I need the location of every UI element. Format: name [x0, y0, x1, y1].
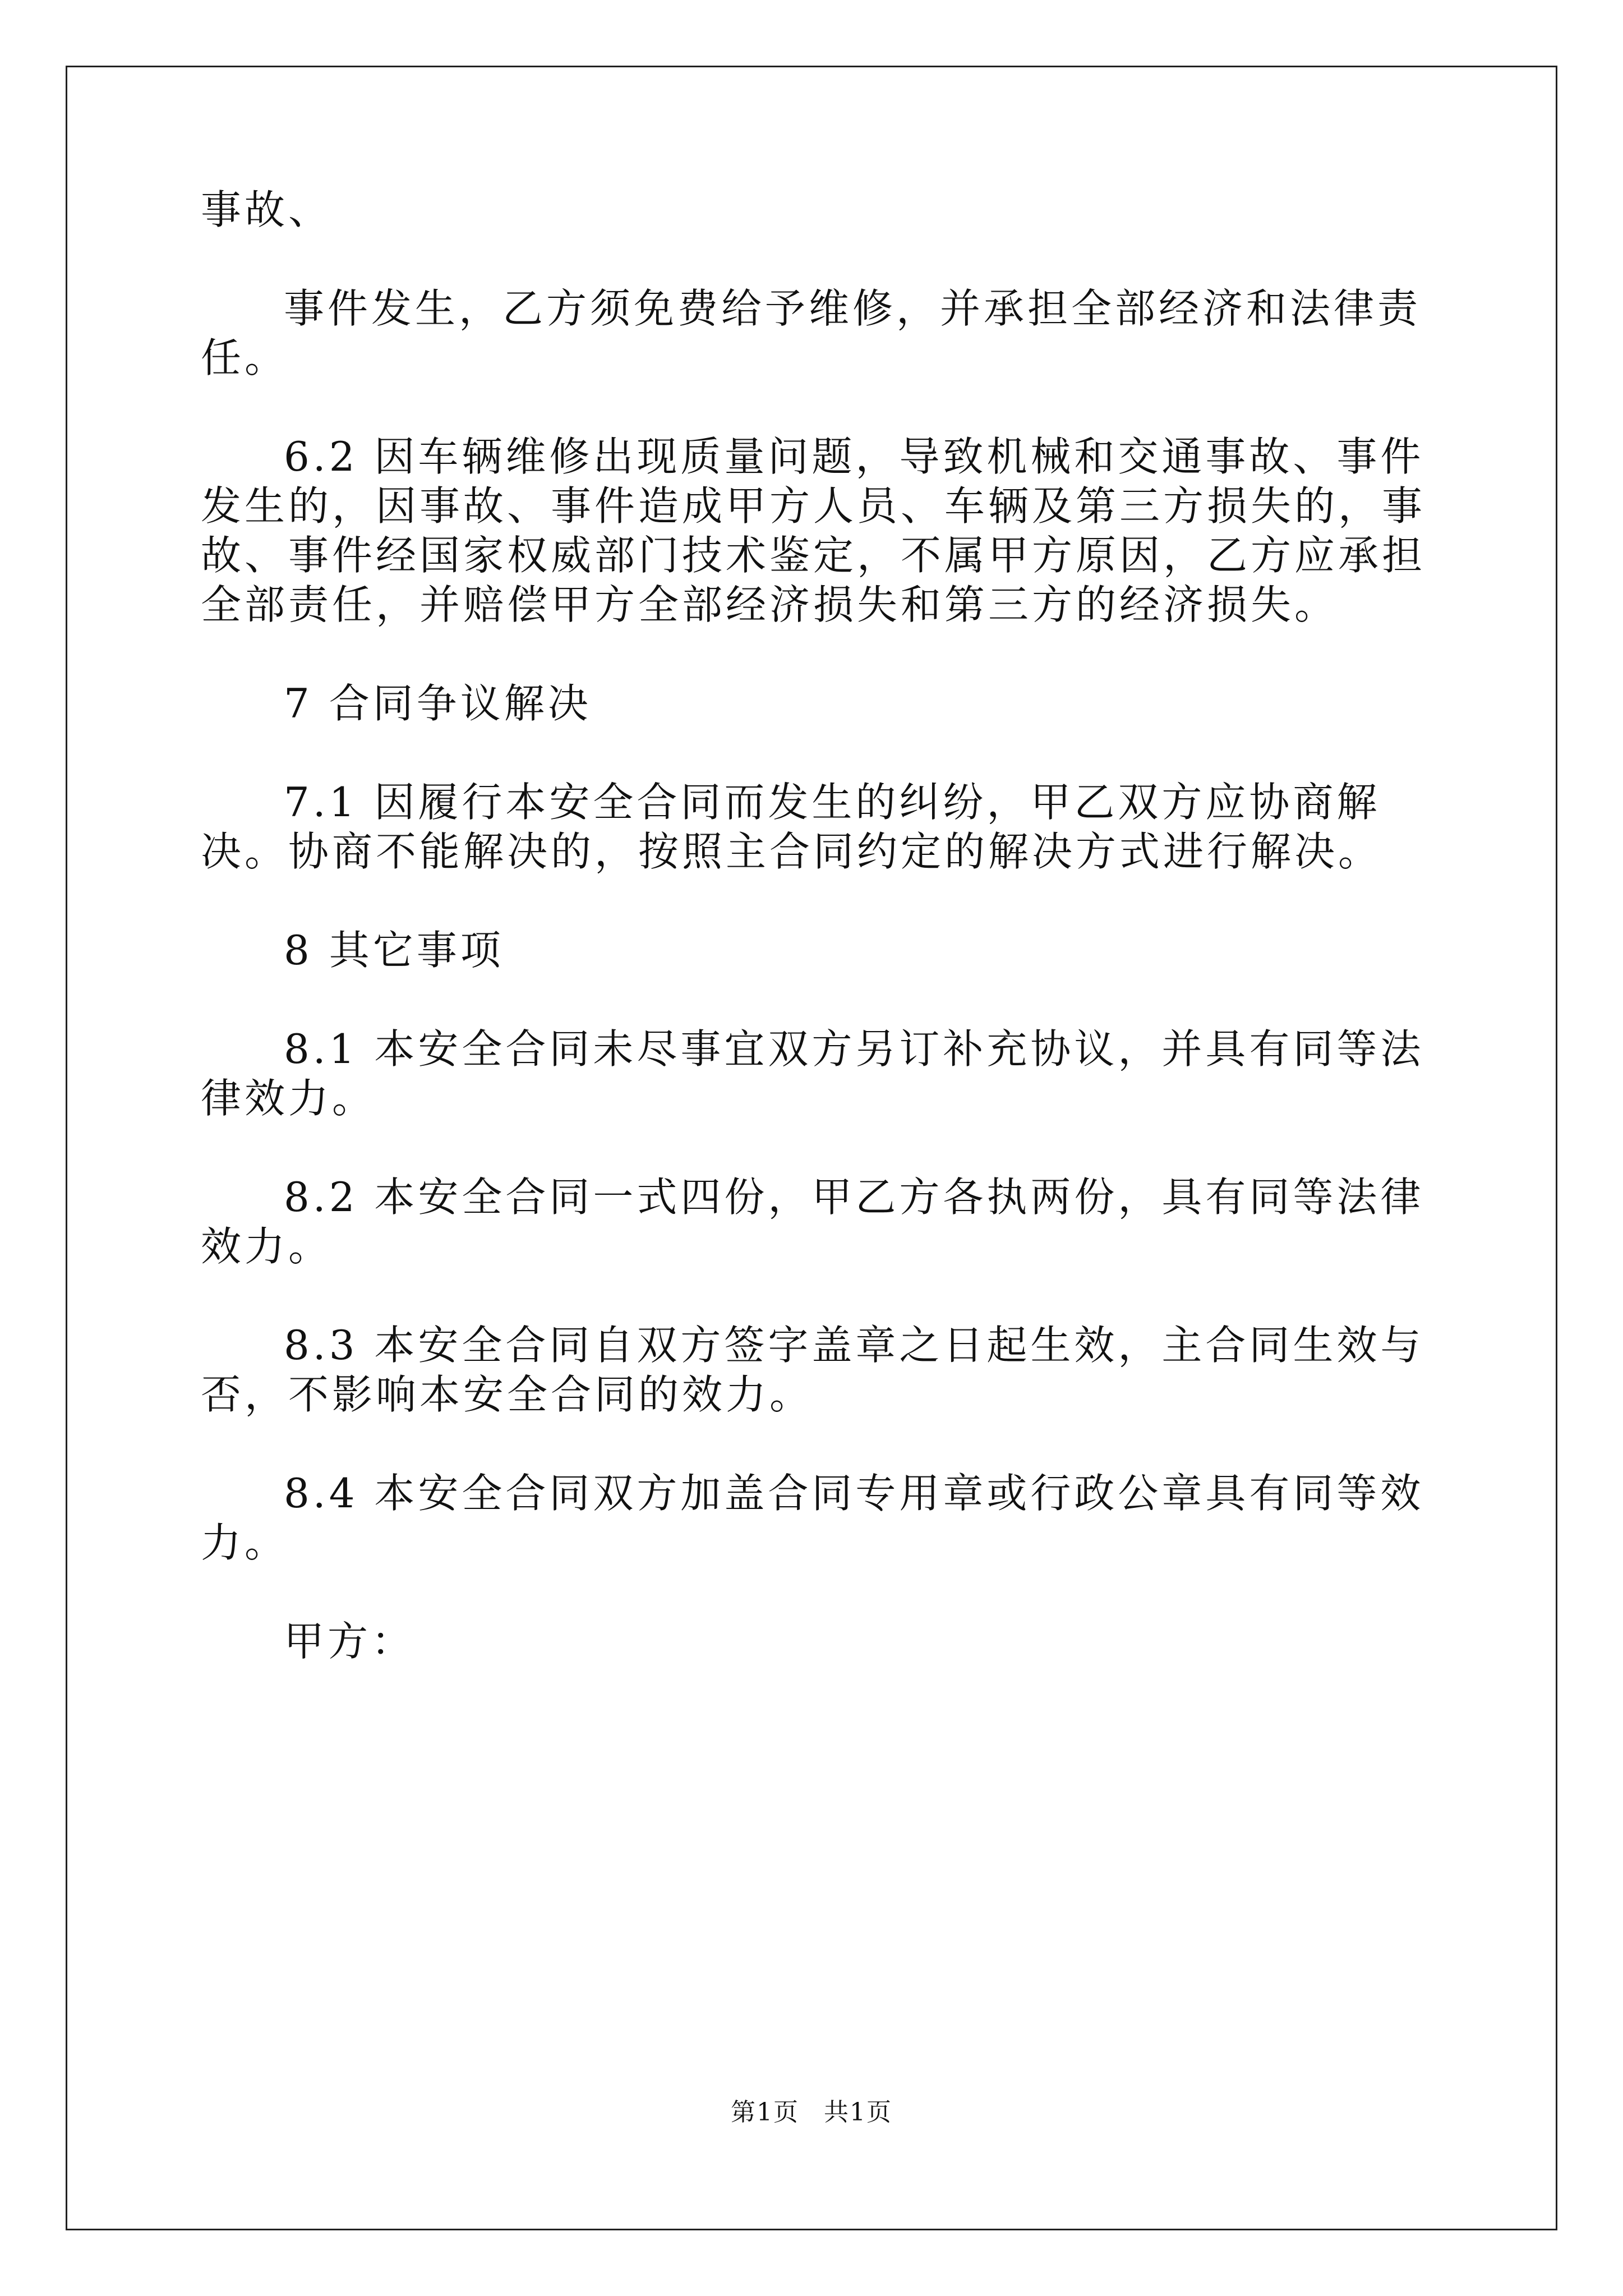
heading-7-dispute-resolution: 7 合同争议解决	[284, 680, 592, 727]
paragraph-accident-continuation: 事故、	[201, 186, 333, 233]
document-body	[201, 185, 1435, 1715]
paragraph-8-2: 8.2 本安全合同一式四份，甲乙方各执两份，具有同等法律效力。	[201, 1174, 1424, 1270]
party-a-label: 甲方：	[284, 1618, 416, 1665]
paragraph-8-4: 8.4 本安全合同双方加盖合同专用章或行政公章具有同等效力。	[201, 1470, 1424, 1566]
paragraph-7-1: 7.1 因履行本安全合同而发生的纠纷，甲乙双方应协商解决。协商不能解决的，按照主合同约定的解决方式进行解决。	[201, 779, 1382, 875]
paragraph-6-2: 6.2 因车辆维修出现质量问题，导致机械和交通事故、事件发生的，因事故、事件造成甲方人员、车辆及第三方损失的，事故、事件经国家权威部门技术鉴定，不属甲方原因，乙方应承担全部责任，并赔偿甲方全部经济损失和第三方的经济损失。	[201, 433, 1426, 628]
paragraph-8-1: 8.1 本安全合同未尽事宜双方另订补充协议，并具有同等法律效力。	[201, 1025, 1424, 1122]
page-number-total: 共1页	[824, 2098, 892, 2127]
page-number-current: 第1页	[731, 2098, 799, 2127]
heading-8-other-matters: 8 其它事项	[284, 927, 504, 974]
paragraph-8-3: 8.3 本安全合同自双方签字盖章之日起生效，主合同生效与否，不影响本安全合同的效力。	[201, 1322, 1424, 1418]
paragraph-free-repair: 事件发生，乙方须免费给予维修，并承担全部经济和法律责任。	[201, 285, 1422, 381]
page-footer	[0, 2097, 1623, 2128]
